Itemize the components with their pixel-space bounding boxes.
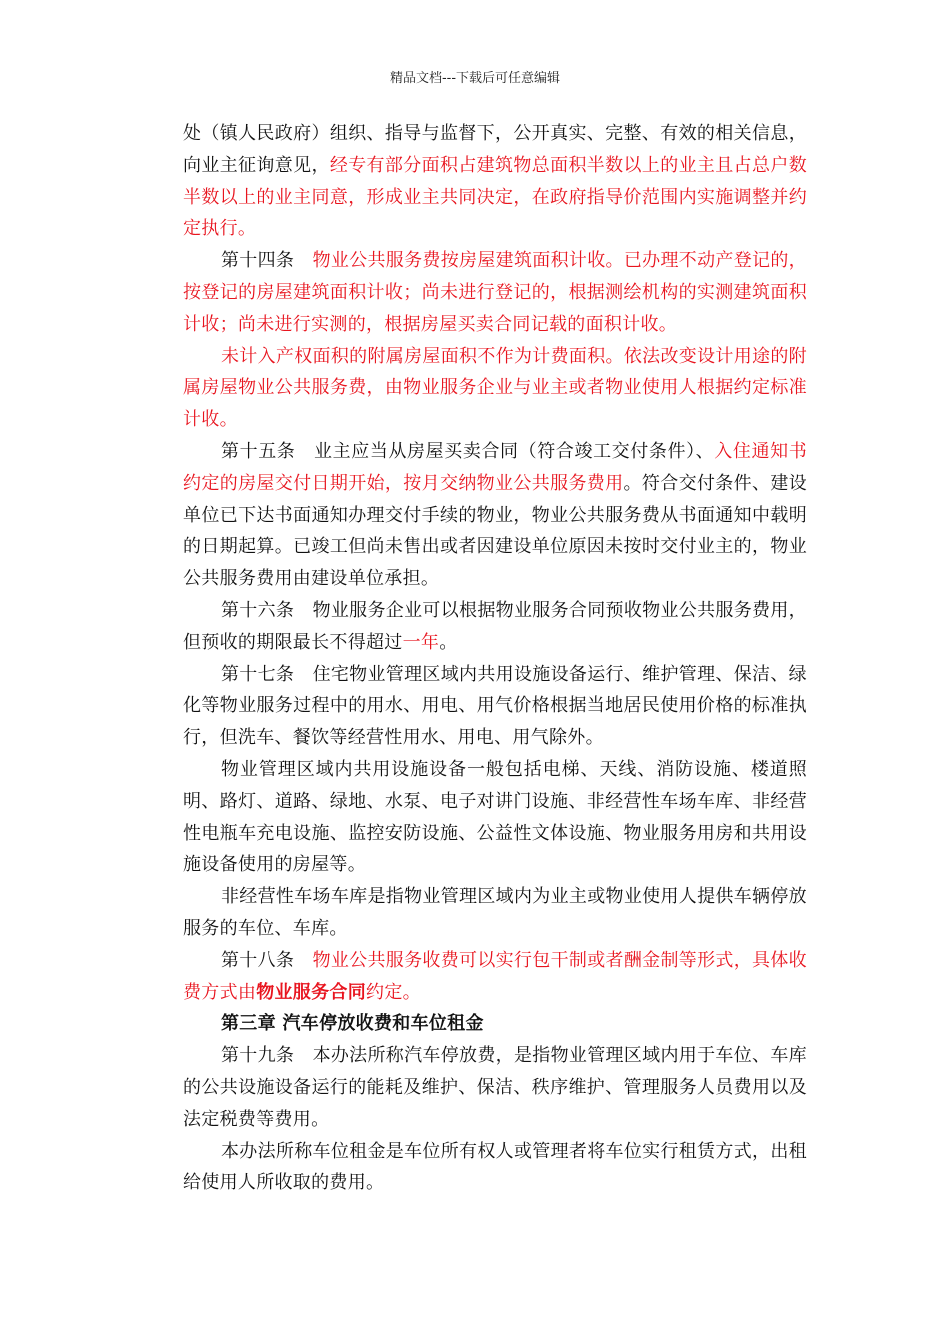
chapter-heading: 第三章 汽车停放收费和车位租金 bbox=[221, 1013, 484, 1035]
article-17-paragraph-3: 非经营性车场车库是指物业管理区域内为业主或物业使用人提供车辆停放服务的车位、车库。 bbox=[183, 886, 807, 939]
article-17-paragraph-2: 物业管理区域内共用设施设备一般包括电梯、天线、消防设施、楼道照明、路灯、道路、绿地、水泵、电子对讲门设施、非经营性车场车库、非经营性电瓶车充电设施、监控安防设施、公益性文体设施、物业服务用房和共用设施设备使用的房屋等。 bbox=[183, 758, 807, 876]
paragraph-text: 本办法所称汽车停放费，是指物业管理区域内用于车位、车库的公共设施设备运行的能耗及维护、保洁、秩序维护、管理服务人员费用以及法定税费等费用。 bbox=[183, 1045, 807, 1130]
article-label: 第十五条 bbox=[221, 440, 296, 462]
article-label: 第十七条 bbox=[221, 663, 295, 685]
paragraph-text: 。 bbox=[439, 631, 458, 653]
highlighted-text: 约定。 bbox=[366, 981, 421, 1003]
highlighted-text: 物业公共服务费按房屋建筑面积计收。已办理不动产登记的，按登记的房屋建筑面积计收；尚未进行登记的，根据测绘机构的实测建筑面积计收；尚未进行实测的，根据房屋买卖合同记载的面积计收。 bbox=[183, 250, 807, 335]
article-label: 第十九条 bbox=[221, 1045, 295, 1067]
paragraph-text: 物业服务企业可以根据物业服务合同预收物业公共服务费用，但预收的期限最长不得超过 bbox=[183, 599, 807, 653]
bold-highlighted-text: 物业服务合同 bbox=[256, 981, 367, 1003]
article-label: 第十八条 bbox=[221, 949, 295, 971]
article-label: 第十六条 bbox=[221, 599, 295, 621]
paragraph-text: 。符合交付条件、建设单位已下达书面通知办理交付手续的物业，物业公共服务费从书面通知中载明的日期起算。已竣工但尚未售出或者因建设单位原因未按时交付业主的，物业公共服务费用由建设单位承担。 bbox=[183, 472, 808, 590]
article-16 bbox=[183, 595, 807, 659]
article-19-paragraph-2: 本办法所称车位租金是车位所有权人或管理者将车位实行租赁方式，出租给使用人所收取的费用。 bbox=[183, 1140, 807, 1194]
paragraph-text: 住宅物业管理区域内共用设施设备运行、维护管理、保洁、绿化等物业服务过程中的用水、用电、用气价格根据当地居民使用价格的标准执行，但洗车、餐饮等经营性用水、用电、用气除外。 bbox=[183, 663, 807, 749]
article-14 bbox=[183, 245, 807, 340]
article-15 bbox=[183, 436, 807, 595]
article-14-paragraph-2: 未计入产权面积的附属房屋面积不作为计费面积。依法改变设计用途的附属房屋物业公共服务费，由物业服务企业与业主或者物业使用人根据约定标准计收。 bbox=[183, 345, 807, 431]
article-label: 第十四条 bbox=[221, 250, 295, 272]
highlighted-text: 一年 bbox=[402, 631, 440, 653]
article-18 bbox=[183, 945, 807, 1009]
paragraph-text: 处（镇人民政府）组织、指导与监督下，公开真实、完整、有效的相关信息，向业主征询意见， bbox=[183, 123, 807, 176]
highlighted-text: 物业公共服务收费可以实行包干制或者酬金制等形式，具体收费方式由 bbox=[183, 949, 807, 1003]
article-19 bbox=[183, 1040, 807, 1135]
highlighted-text: 经专有部分面积占建筑物总面积半数以上的业主且占总户数半数以上的业主同意，形成业主共同决定，在政府指导价范围内实施调整并约定执行。 bbox=[183, 154, 807, 240]
paragraph-continuation bbox=[183, 118, 807, 245]
page-header: 精品文档---下载后可任意编辑 bbox=[389, 71, 561, 86]
document-body bbox=[183, 118, 807, 1199]
highlighted-text: 入住通知书约定的房屋交付日期开始，按月交纳物业公共服务费用 bbox=[183, 440, 808, 494]
paragraph-text: 业主应当从房屋买卖合同（符合竣工交付条件）、 bbox=[314, 440, 715, 462]
article-17 bbox=[183, 659, 807, 754]
